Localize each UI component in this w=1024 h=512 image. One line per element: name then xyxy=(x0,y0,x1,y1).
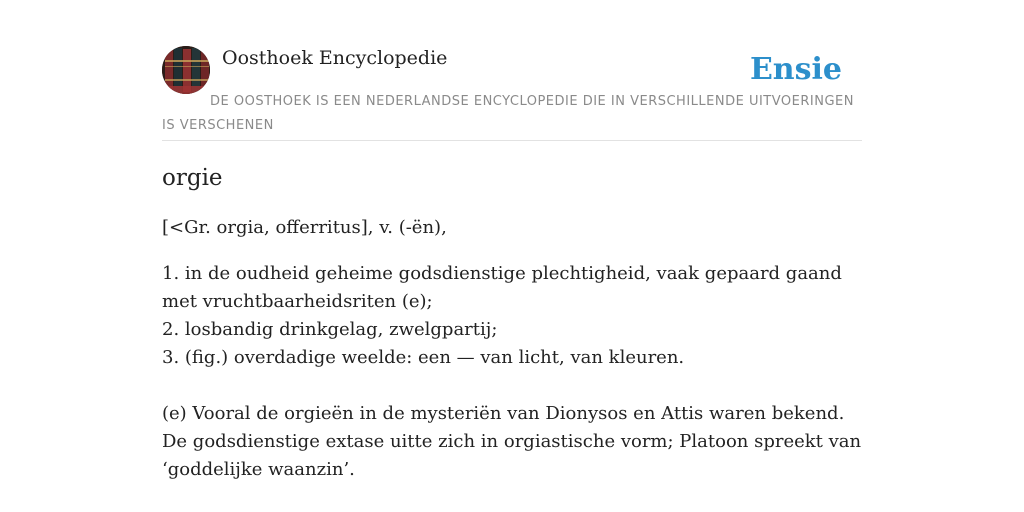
definition-item: 3. (fig.) overdadige weelde: een — van licht, van kleuren. xyxy=(162,347,685,368)
definition-item: 1. in de oudheid geheime godsdienstige plechtigheid, vaak gepaard gaand met vruchtbaarheidsriten (e); xyxy=(162,263,842,312)
entry-content xyxy=(162,162,862,484)
source-tagline xyxy=(162,90,862,138)
source-avatar[interactable] xyxy=(162,46,210,94)
entry-term: orgie xyxy=(162,165,223,191)
entry-etymology: [<Gr. orgia, offerritus], v. (-ën), xyxy=(162,217,447,238)
ensie-logo[interactable]: Ensie xyxy=(749,52,842,87)
book-spines-icon xyxy=(162,46,210,94)
definition-item: 2. losbandig drinkgelag, zwelgpartij; xyxy=(162,319,498,340)
source-header xyxy=(162,46,862,141)
entry-note: (e) Vooral de orgieën in de mysteriën van Dionysos en Attis waren bekend. De godsdienstige extase uitte zich in orgiastische vorm; Platoon spreekt van ‘goddelijke waanzin’. xyxy=(162,403,862,480)
definition-list xyxy=(162,260,862,372)
tagline-text: DE OOSTHOEK IS EEN NEDERLANDSE ENCYCLOPEDIE DIE IN VERSCHILLENDE UITVOERINGEN IS VERSCHENEN xyxy=(162,94,854,133)
source-name[interactable]: Oosthoek Encyclopedie xyxy=(222,47,448,69)
